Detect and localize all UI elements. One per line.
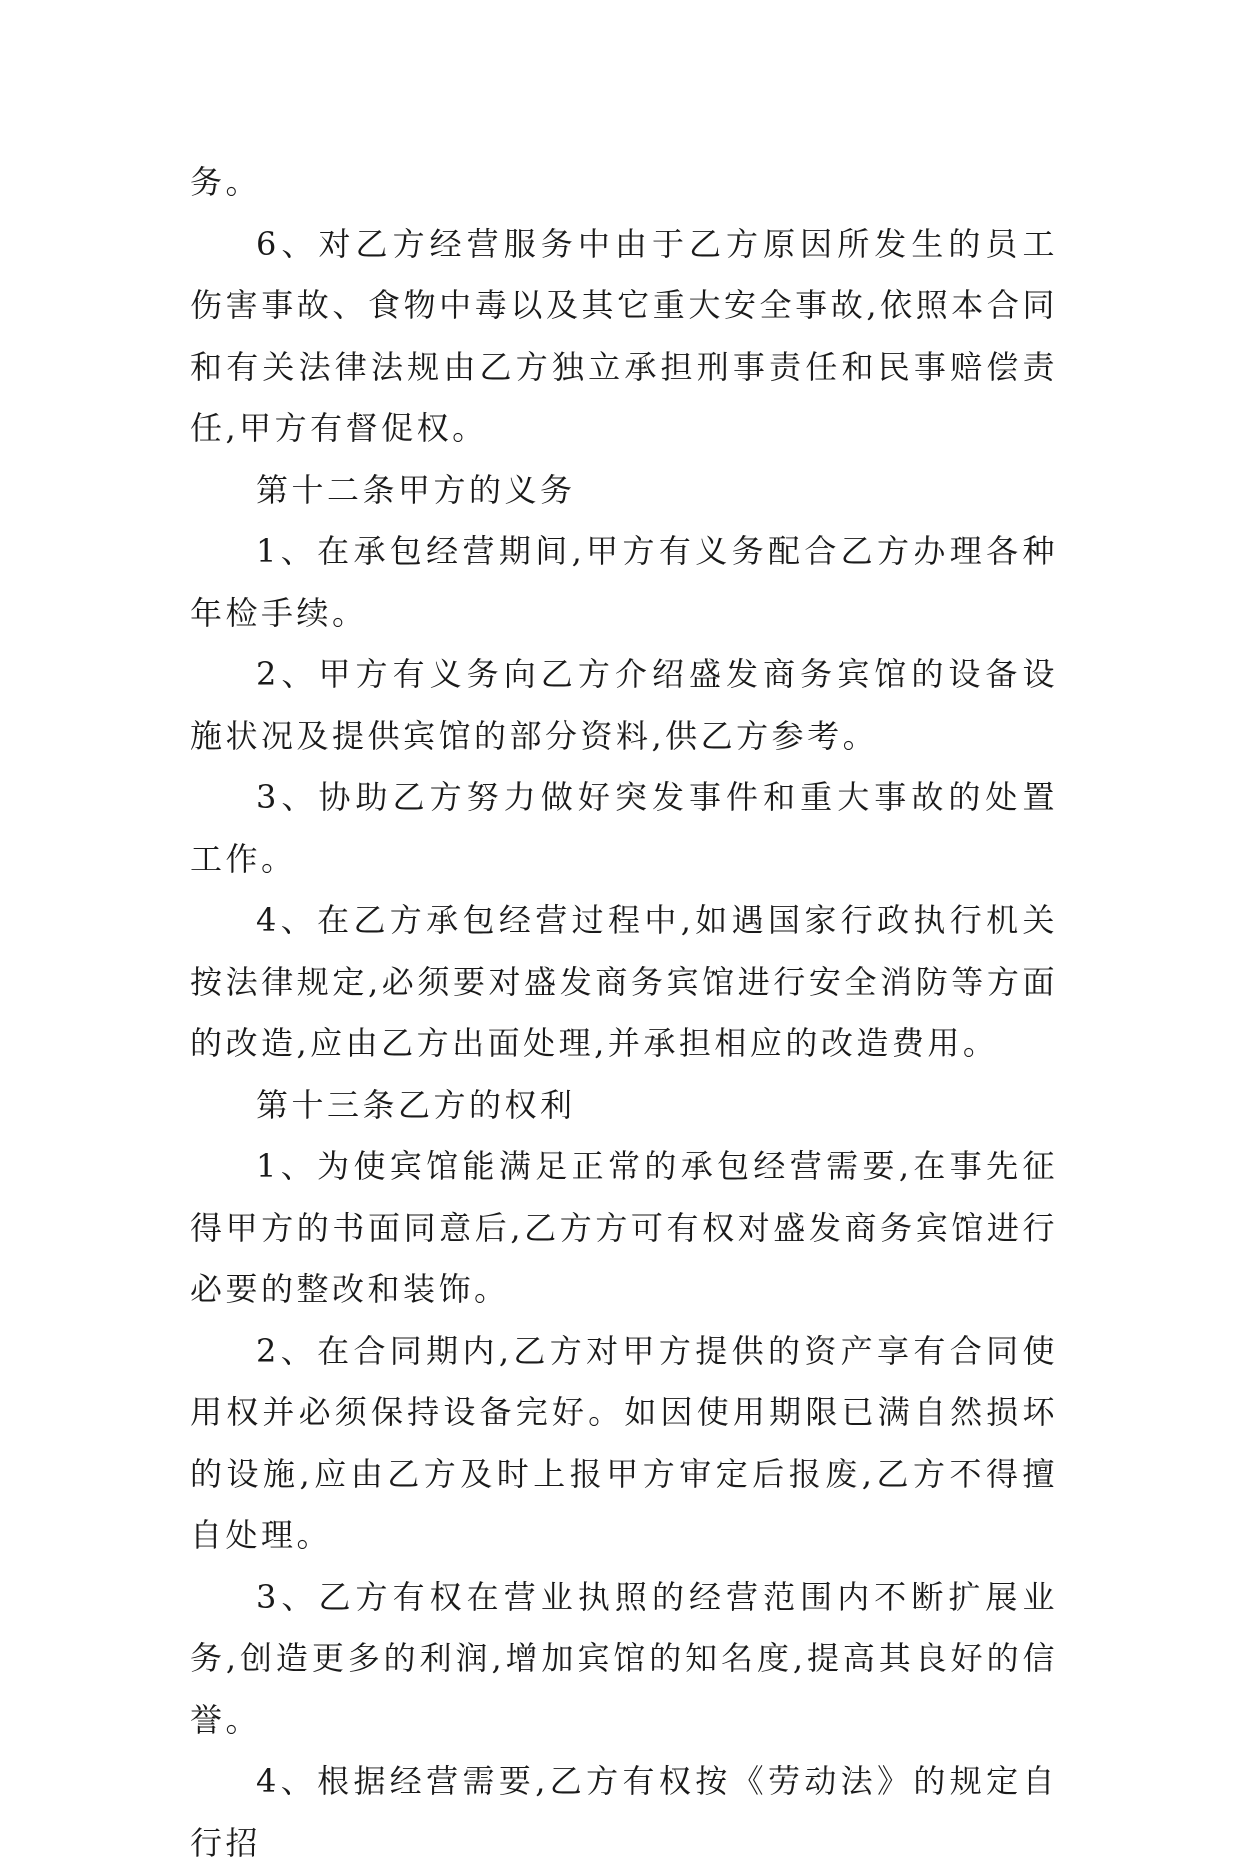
section-heading-article-12: 第十二条甲方的义务 xyxy=(256,470,576,509)
paragraph-item-1: 1、为使宾馆能满足正常的承包经营需要,在事先征得甲方的书面同意后,乙方方可有权对盛发商务宾馆进行必要的整改和装饰。 xyxy=(190,1147,1058,1308)
section-heading-article-13: 第十三条乙方的权利 xyxy=(256,1085,576,1124)
paragraph-item-3: 3、协助乙方努力做好突发事件和重大事故的处置工作。 xyxy=(190,778,1058,878)
paragraph-item-4: 4、根据经营需要,乙方有权按《劳动法》的规定自行招 xyxy=(190,1762,1058,1862)
paragraph-item-4: 4、在乙方承包经营过程中,如遇国家行政执行机关按法律规定,必须要对盛发商务宾馆进行安全消防等方面的改造,应由乙方出面处理,并承担相应的改造费用。 xyxy=(190,901,1058,1062)
paragraph-item-6: 6、对乙方经营服务中由于乙方原因所发生的员工伤害事故、食物中毒以及其它重大安全事故,依照本合同和有关法律法规由乙方独立承担刑事责任和民事赔偿责任,甲方有督促权。 xyxy=(190,224,1058,447)
document-body xyxy=(190,152,1058,1874)
paragraph-item-3: 3、乙方有权在营业执照的经营范围内不断扩展业务,创造更多的利润,增加宾馆的知名度,提高其良好的信誉。 xyxy=(190,1577,1058,1739)
paragraph-item-2: 2、甲方有义务向乙方介绍盛发商务宾馆的设备设施状况及提供宾馆的部分资料,供乙方参考。 xyxy=(190,655,1058,755)
paragraph-item-2: 2、在合同期内,乙方对甲方提供的资产享有合同使用权并必须保持设备完好。如因使用期限已满自然损坏的设施,应由乙方及时上报甲方审定后报废,乙方不得擅自处理。 xyxy=(190,1331,1058,1554)
paragraph-continuation: 务。 xyxy=(190,163,262,201)
paragraph-item-1: 1、在承包经营期间,甲方有义务配合乙方办理各种年检手续。 xyxy=(190,532,1058,632)
